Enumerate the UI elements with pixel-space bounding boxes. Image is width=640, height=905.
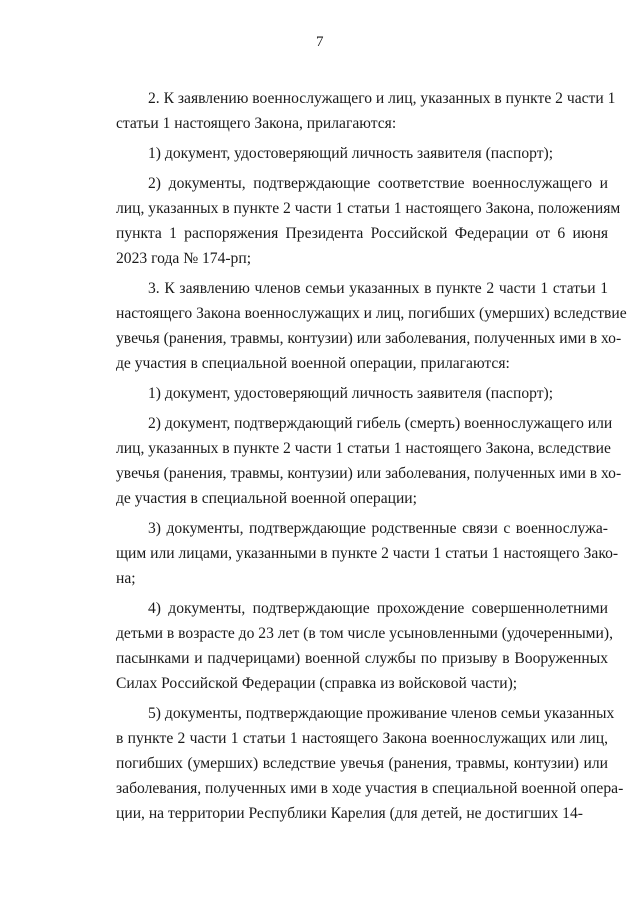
text-line: увечья (ранения, травмы, контузии) или заболевания, полученных ими в хо- — [116, 330, 622, 347]
paragraph — [116, 141, 608, 166]
text-line: заболевания, полученных ими в ходе участия в специальной военной опера- — [116, 780, 624, 797]
text-line: де участия в специальной военной операции, прилагаются: — [116, 355, 510, 372]
paragraph — [116, 411, 622, 511]
text-line: настоящего Закона военнослужащих и лиц, погибших (умерших) вследствие — [116, 305, 627, 322]
paragraph — [116, 701, 624, 826]
text-line: 4) документы, подтверждающие прохождение совершеннолетними — [148, 600, 608, 617]
text-line: лиц, указанных в пункте 2 части 1 статьи 1 настоящего Закона, вследствие — [116, 440, 611, 457]
paragraph — [116, 171, 621, 271]
text-line: 2. К заявлению военнослужащего и лиц, указанных в пункте 2 части 1 — [148, 90, 616, 107]
text-line: пасынками и падчерицами) военной службы по призыву в Вооруженных — [116, 650, 608, 667]
document-body — [116, 86, 627, 831]
text-line: де участия в специальной военной операции; — [116, 490, 417, 507]
text-line: 2) документ, подтверждающий гибель (смерть) военнослужащего или — [148, 415, 613, 432]
text-line: 3. К заявлению членов семьи указанных в пункте 2 части 1 статьи 1 — [148, 280, 608, 297]
text-line: 3) документы, подтверждающие родственные связи с военнослужа- — [148, 520, 608, 537]
text-line: на; — [116, 570, 136, 587]
text-line: 1) документ, удостоверяющий личность заявителя (паспорт); — [148, 145, 554, 162]
text-line: погибших (умерших) вследствие увечья (ранения, травмы, контузии) или — [116, 755, 608, 772]
text-line: 1) документ, удостоверяющий личность заявителя (паспорт); — [148, 385, 554, 402]
text-line: пункта 1 распоряжения Президента Российской Федерации от 6 июня — [116, 225, 608, 242]
text-line: 2023 года № 174-рп; — [116, 250, 252, 267]
paragraph — [116, 86, 616, 136]
paragraph — [116, 596, 613, 696]
text-line: Силах Российской Федерации (справка из войсковой части); — [116, 675, 518, 692]
text-line: 2) документы, подтверждающие соответствие военнослужащего и — [148, 175, 608, 192]
text-line: в пункте 2 части 1 статьи 1 настоящего Закона военнослужащих или лиц, — [116, 730, 608, 747]
paragraph — [116, 516, 619, 591]
text-line: статьи 1 настоящего Закона, прилагаются: — [116, 115, 397, 132]
text-line: щим или лицами, указанными в пункте 2 части 1 статьи 1 настоящего Зако- — [116, 545, 619, 562]
text-line: 5) документы, подтверждающие проживание членов семьи указанных — [148, 705, 615, 722]
text-line: детьми в возрасте до 23 лет (в том числе усыновленными (удочеренными), — [116, 625, 613, 642]
paragraph — [116, 381, 608, 406]
paragraph — [116, 276, 627, 376]
page-number: 7 — [316, 34, 324, 50]
text-line: лиц, указанных в пункте 2 части 1 статьи 1 настоящего Закона, положениям — [116, 200, 621, 217]
text-line: ции, на территории Республики Карелия (для детей, не достигших 14- — [116, 805, 583, 822]
text-line: увечья (ранения, травмы, контузии) или заболевания, полученных ими в хо- — [116, 465, 622, 482]
